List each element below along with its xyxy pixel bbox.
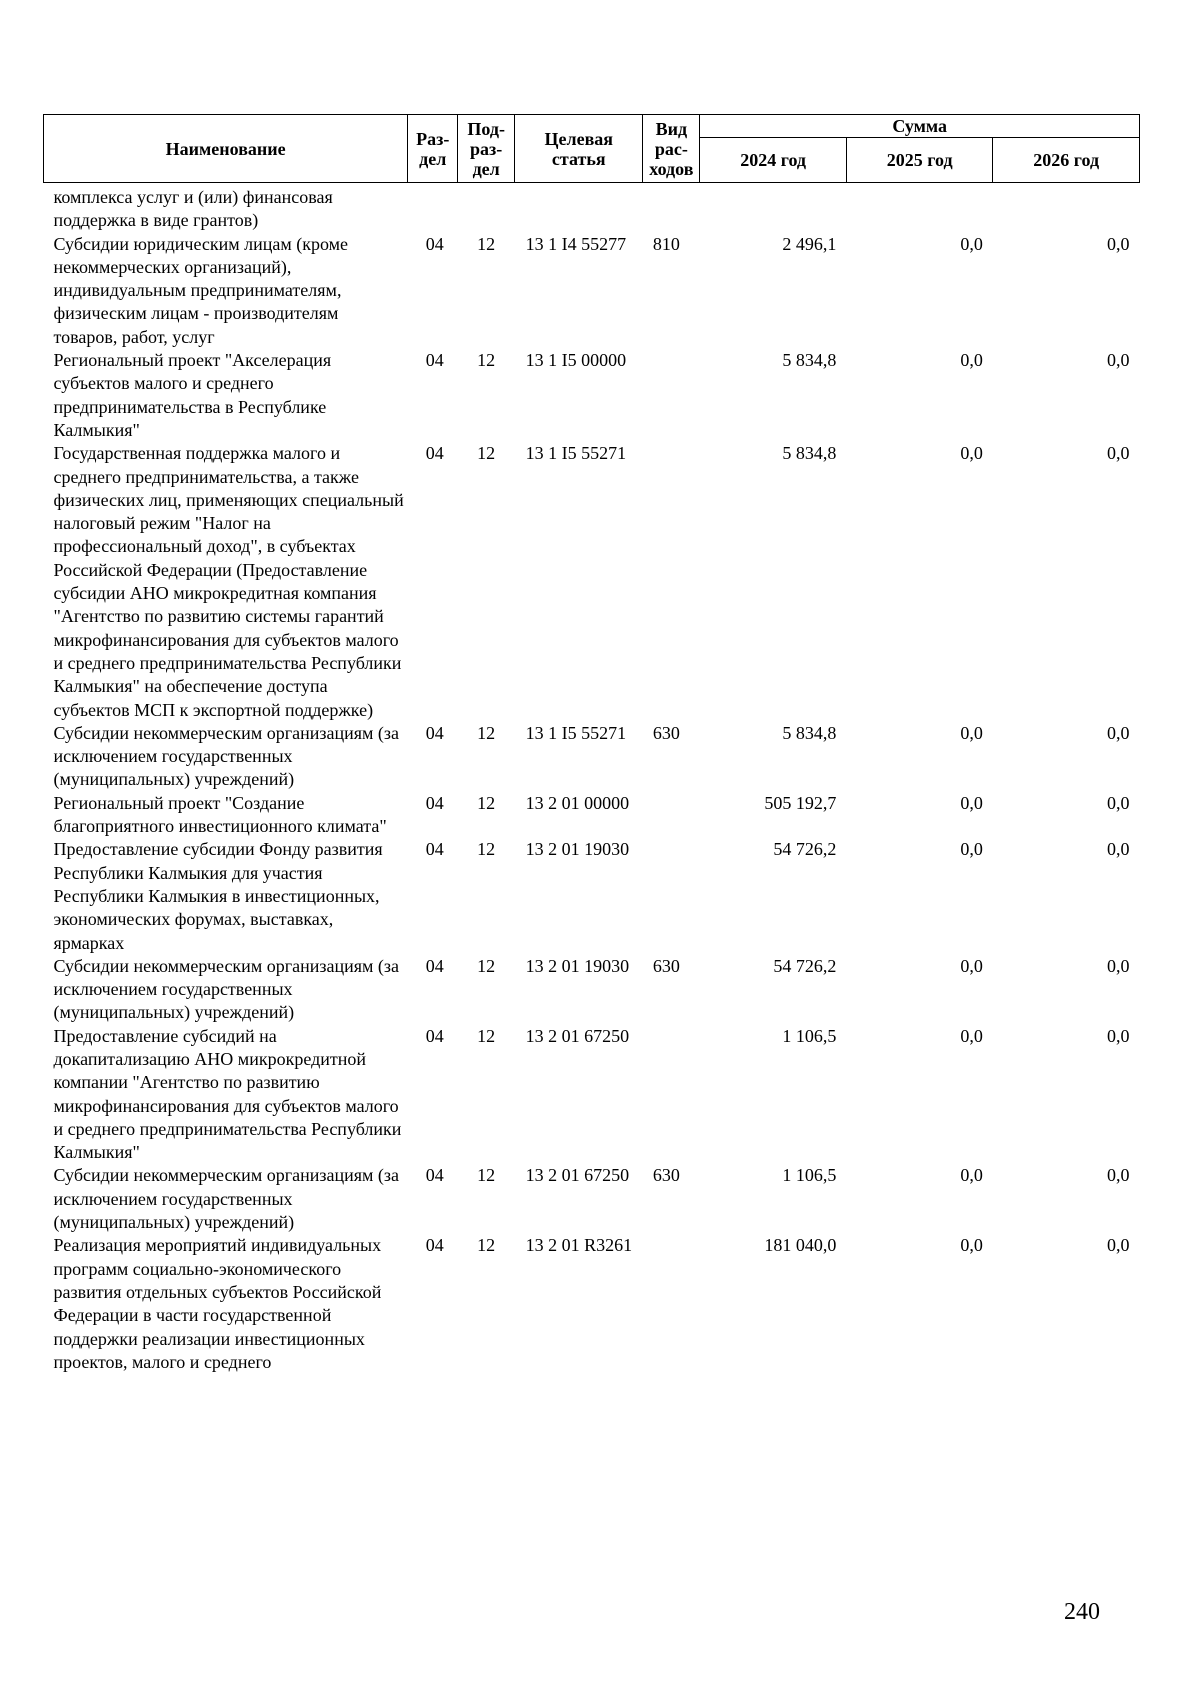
cell-name: Субсидии юридическим лицам (кроме некоммерческих организаций), индивидуальным предпринимателям, физическим лицам - производителям товаров, работ, услуг — [53, 233, 349, 347]
cell-podrazdel: 12 — [477, 443, 496, 464]
cell-name: комплекса услуг и (или) финансовая поддержка в виде грантов) — [53, 187, 333, 231]
cell-2025: 0,0 — [960, 350, 983, 371]
cell-vid — [643, 838, 700, 954]
cell-name: Субсидии некоммерческим организациям (за исключением государственных (муниципальных) учреждений) — [53, 955, 399, 1023]
cell-2026: 0,0 — [1107, 1235, 1130, 1256]
cell-vid: 630 — [652, 955, 680, 976]
cell-podrazdel: 12 — [477, 1025, 496, 1046]
cell-razdel — [408, 183, 458, 233]
cell-name: Предоставление субсидии Фонду развития Республики Калмыкия для участия Республики Калмыкия в инвестиционных, экономических форумах, выставках, ярмарках — [53, 839, 383, 953]
cell-2025: 0,0 — [960, 1235, 983, 1256]
cell-name: Государственная поддержка малого и среднего предпринимательства, а также физических лиц, применяющих специальный налоговый режим "Налог на профессиональный доход", в субъектах Российской Федерации (Предоставление субсидии АНО микрокредитная компания "Агентство по развитию системы гарантий микрофинансирования для субъектов малого и среднего предпринимательства Республики Калмыкия" на обеспечение доступа субъектов МСП к экспортной поддержке) — [53, 443, 404, 720]
header-article: Целевая статья — [515, 115, 643, 183]
cell-2026 — [993, 183, 1140, 233]
cell-razdel: 04 — [425, 350, 444, 371]
table-row — [44, 955, 1140, 1025]
cell-razdel: 04 — [425, 443, 444, 464]
cell-name: Субсидии некоммерческим организациям (за исключением государственных (муниципальных) учреждений) — [53, 1165, 399, 1233]
cell-2024: 1 106,5 — [782, 1165, 837, 1186]
cell-razdel: 04 — [425, 233, 444, 254]
budget-table — [43, 114, 1140, 1374]
cell-2024: 54 726,2 — [773, 839, 837, 860]
header-vid: Вид рас- ходов — [643, 115, 700, 183]
cell-vid — [643, 1025, 700, 1165]
cell-vid — [643, 1234, 700, 1374]
cell-vid — [643, 183, 700, 233]
cell-2026: 0,0 — [1107, 1025, 1130, 1046]
cell-article: 13 1 I5 55271 — [525, 722, 627, 743]
cell-article: 13 1 I4 55277 — [525, 233, 627, 254]
cell-2024: 5 834,8 — [782, 722, 837, 743]
cell-podrazdel: 12 — [477, 1165, 496, 1186]
cell-podrazdel: 12 — [477, 350, 496, 371]
cell-2025: 0,0 — [960, 1165, 983, 1186]
cell-razdel: 04 — [425, 839, 444, 860]
table-row — [44, 233, 1140, 349]
cell-razdel: 04 — [425, 722, 444, 743]
cell-razdel: 04 — [425, 955, 444, 976]
table-row — [44, 792, 1140, 839]
cell-2026: 0,0 — [1107, 839, 1130, 860]
header-2025: 2025 год — [846, 138, 993, 183]
cell-2024: 505 192,7 — [764, 792, 837, 813]
cell-2026: 0,0 — [1107, 1165, 1130, 1186]
cell-article: 13 2 01 R3261 — [525, 1235, 633, 1256]
cell-2026: 0,0 — [1107, 350, 1130, 371]
cell-article: 13 2 01 19030 — [525, 955, 630, 976]
page-number: 240 — [1064, 1599, 1100, 1625]
cell-2025: 0,0 — [960, 443, 983, 464]
cell-vid — [643, 442, 700, 722]
table-row — [44, 1234, 1140, 1374]
cell-vid: 630 — [652, 722, 680, 743]
cell-2025: 0,0 — [960, 1025, 983, 1046]
table-row — [44, 1164, 1140, 1234]
header-sum: Сумма — [700, 115, 1140, 138]
cell-razdel: 04 — [425, 1025, 444, 1046]
cell-podrazdel — [458, 183, 515, 233]
cell-razdel: 04 — [425, 792, 444, 813]
cell-article: 13 1 I5 00000 — [525, 350, 627, 371]
header-razdel: Раз- дел — [408, 115, 458, 183]
cell-razdel: 04 — [425, 1165, 444, 1186]
cell-vid — [643, 792, 700, 839]
cell-podrazdel: 12 — [477, 233, 496, 254]
header-name: Наименование — [44, 115, 408, 183]
cell-name: Реализация мероприятий индивидуальных программ социально-экономического развития отдельных субъектов Российской Федерации в части государственной поддержки реализации инвестиционных проектов, малого и среднего — [53, 1235, 382, 1372]
cell-razdel: 04 — [425, 1235, 444, 1256]
cell-2025: 0,0 — [960, 955, 983, 976]
table-row — [44, 722, 1140, 792]
cell-name: Региональный проект "Создание благоприятного инвестиционного климата" — [53, 792, 387, 837]
table-row — [44, 838, 1140, 954]
cell-article: 13 2 01 00000 — [525, 792, 630, 813]
cell-2026: 0,0 — [1107, 233, 1130, 254]
cell-podrazdel: 12 — [477, 722, 496, 743]
cell-2025: 0,0 — [960, 792, 983, 813]
cell-name: Региональный проект "Акселерация субъектов малого и среднего предпринимательства в Республике Калмыкия" — [53, 350, 332, 440]
cell-name: Предоставление субсидий на докапитализацию АНО микрокредитной компании "Агентство по развитию микрофинансирования для субъектов малого и среднего предпринимательства Республики Калмыкия" — [53, 1025, 402, 1163]
cell-2024: 54 726,2 — [773, 955, 837, 976]
cell-2024 — [700, 183, 847, 233]
cell-name: Субсидии некоммерческим организациям (за исключением государственных (муниципальных) учреждений) — [53, 722, 399, 790]
cell-2024: 5 834,8 — [782, 350, 837, 371]
cell-2024: 181 040,0 — [764, 1235, 837, 1256]
table-row — [44, 349, 1140, 442]
header-2026: 2026 год — [993, 138, 1140, 183]
table-row — [44, 442, 1140, 722]
cell-vid: 810 — [652, 233, 680, 254]
cell-article: 13 2 01 67250 — [525, 1165, 630, 1186]
cell-article: 13 1 I5 55271 — [525, 443, 627, 464]
table-row — [44, 183, 1140, 233]
header-podrazdel: Под- раз- дел — [458, 115, 515, 183]
cell-2025: 0,0 — [960, 233, 983, 254]
cell-vid — [643, 349, 700, 442]
cell-2026: 0,0 — [1107, 792, 1130, 813]
header-row-top — [44, 115, 1140, 138]
cell-2024: 5 834,8 — [782, 443, 837, 464]
cell-2025: 0,0 — [960, 839, 983, 860]
cell-2024: 2 496,1 — [782, 233, 837, 254]
cell-2024: 1 106,5 — [782, 1025, 837, 1046]
cell-2025 — [846, 183, 993, 233]
cell-article: 13 2 01 19030 — [525, 839, 630, 860]
cell-podrazdel: 12 — [477, 1235, 496, 1256]
cell-2026: 0,0 — [1107, 955, 1130, 976]
cell-podrazdel: 12 — [477, 955, 496, 976]
cell-2026: 0,0 — [1107, 722, 1130, 743]
cell-2025: 0,0 — [960, 722, 983, 743]
cell-article — [515, 183, 643, 233]
header-2024: 2024 год — [700, 138, 847, 183]
table-row — [44, 1025, 1140, 1165]
cell-article: 13 2 01 67250 — [525, 1025, 630, 1046]
cell-2026: 0,0 — [1107, 443, 1130, 464]
cell-podrazdel: 12 — [477, 839, 496, 860]
cell-podrazdel: 12 — [477, 792, 496, 813]
cell-vid: 630 — [652, 1165, 680, 1186]
table-body — [44, 183, 1140, 1375]
